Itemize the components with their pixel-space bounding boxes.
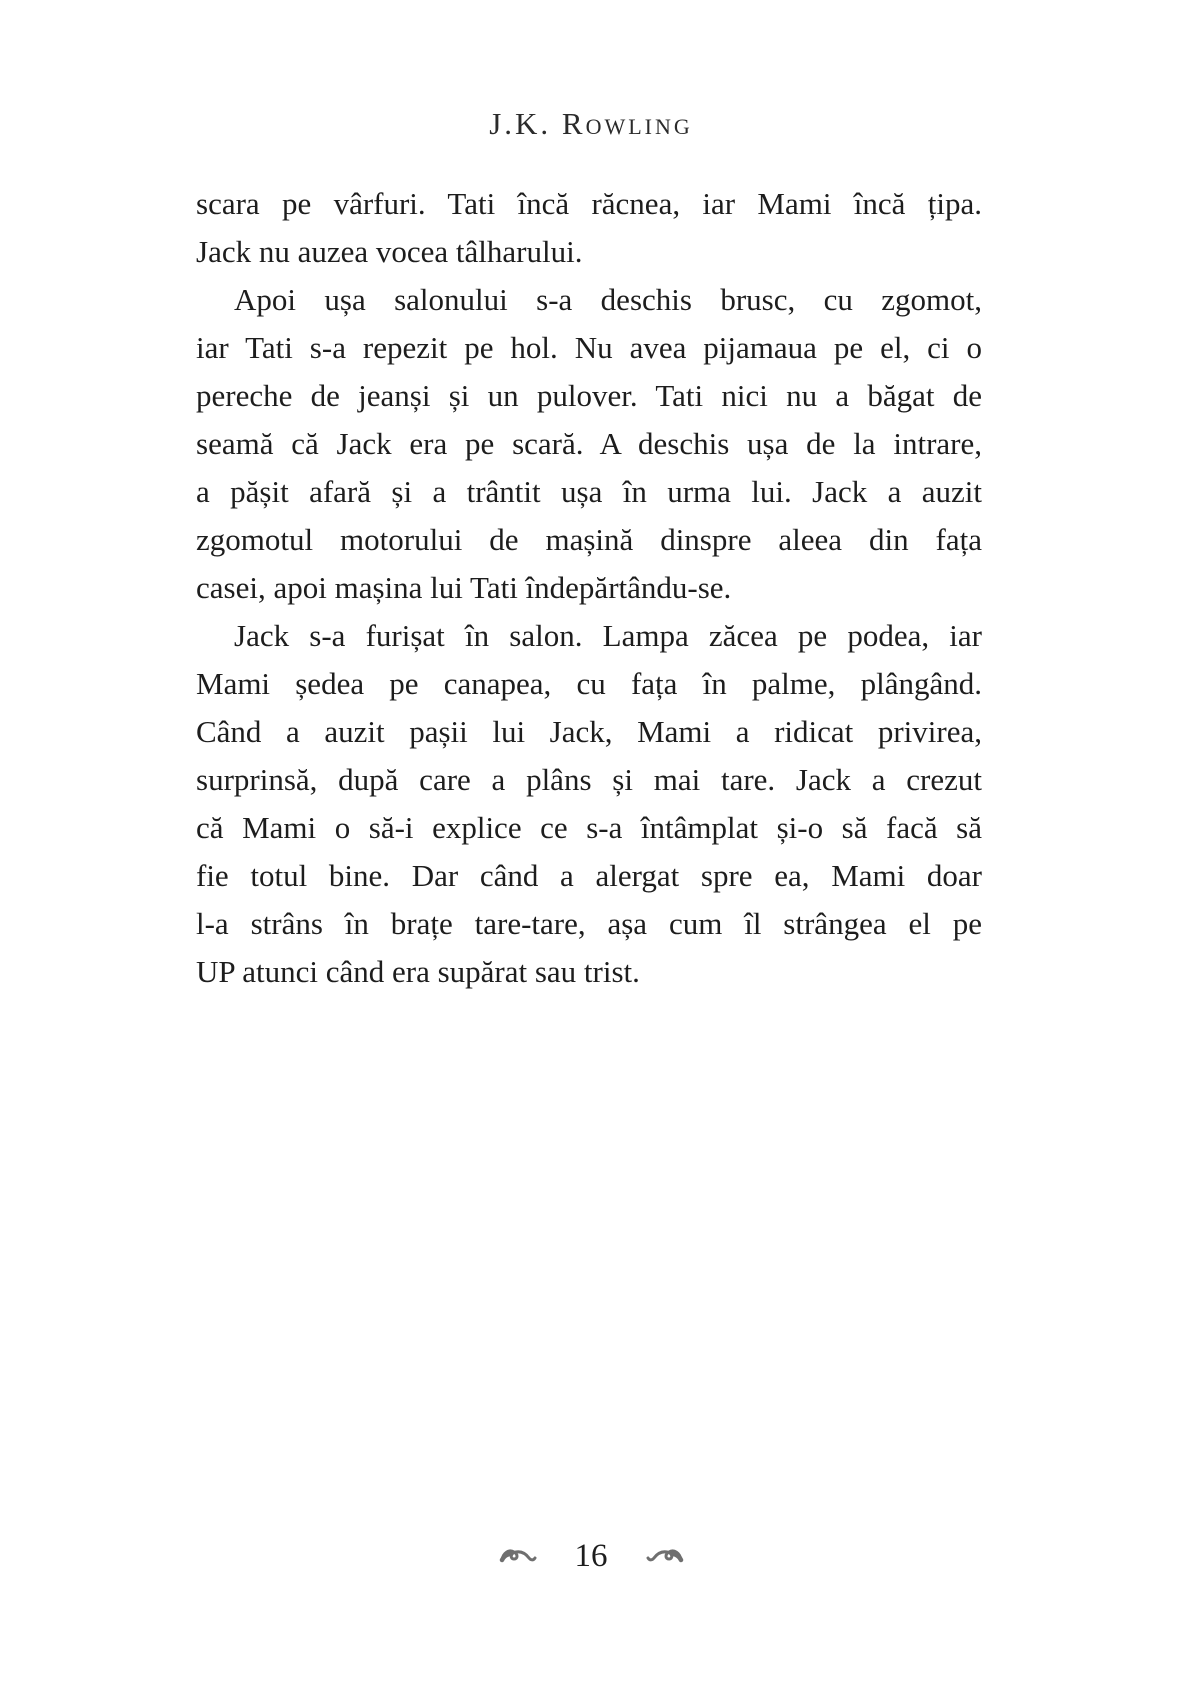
text-line: că Mami o să-i explice ce s-a întâmplat și-o să facă să [196, 810, 982, 845]
text-line: Când a auzit pașii lui Jack, Mami a ridicat privirea, [196, 714, 982, 749]
text-line: a pășit afară și a trântit ușa în urma lui. Jack a auzit [196, 474, 982, 509]
text-line: l-a strâns în brațe tare-tare, așa cum îl strângea el pe [196, 906, 982, 941]
text-line: fie totul bine. Dar când a alergat spre ea, Mami doar [196, 858, 982, 893]
text-line: Jack s-a furișat în salon. Lampa zăcea pe podea, iar [234, 618, 982, 653]
page-number: 16 [574, 1538, 608, 1574]
text-line: iar Tati s-a repezit pe hol. Nu avea pijamaua pe el, ci o [196, 330, 982, 365]
text-line: Apoi ușa salonului s-a deschis brusc, cu zgomot, [234, 282, 982, 317]
flourish-right-icon [646, 1545, 684, 1567]
text-line: UP atunci când era supărat sau trist. [196, 954, 640, 989]
body-text [196, 180, 982, 996]
text-line: casei, apoi mașina lui Tati îndepărtându-se. [196, 570, 732, 605]
page-footer [0, 1536, 1182, 1576]
running-header: J.K. Rowling [489, 106, 693, 141]
text-line: surprinsă, după care a plâns și mai tare. Jack a crezut [196, 762, 982, 797]
text-line: pereche de jeanși și un pulover. Tati nici nu a băgat de [196, 378, 982, 413]
text-line: Mami ședea pe canapea, cu fața în palme, plângând. [196, 666, 982, 701]
text-line: zgomotul motorului de mașină dinspre aleea din fața [196, 522, 982, 557]
text-line: scara pe vârfuri. Tati încă răcnea, iar Mami încă țipa. [196, 186, 982, 221]
text-line: seamă că Jack era pe scară. A deschis ușa de la intrare, [196, 426, 982, 461]
flourish-left-icon [499, 1545, 537, 1567]
text-line: Jack nu auzea vocea tâlharului. [196, 234, 583, 269]
